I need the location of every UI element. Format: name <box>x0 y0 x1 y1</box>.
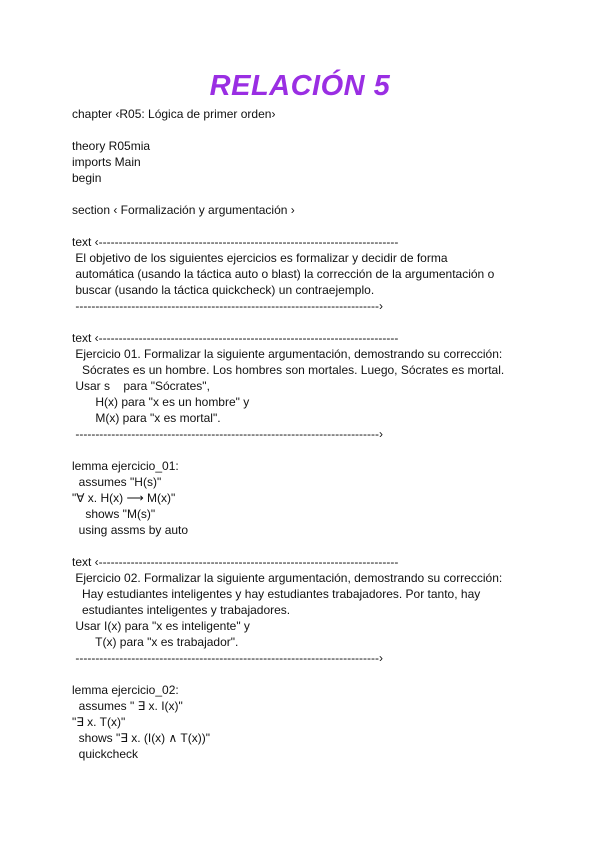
text-line: ----------------------------------------------------------------------------› <box>72 299 384 313</box>
text-line: buscar (usando la táctica quickcheck) un contraejemplo. <box>72 283 375 297</box>
text-line: text ‹--------------------------------------------------------------------------- <box>72 331 399 345</box>
text-line: lemma ejercicio_01: <box>72 459 179 473</box>
text-line: lemma ejercicio_02: <box>72 683 179 697</box>
blank-line <box>72 218 592 234</box>
text-line: Usar I(x) para "x es inteligente" y <box>72 619 250 633</box>
text-line: begin <box>72 171 102 185</box>
page-title: RELACIÓN 5 <box>209 70 391 102</box>
text-line: ----------------------------------------------------------------------------› <box>72 651 384 665</box>
blank-line <box>72 186 592 202</box>
text-line: estudiantes inteligentes y trabajadores. <box>72 603 291 617</box>
text-line: shows "∃ x. (I(x) ∧ T(x))" <box>72 731 210 745</box>
text-line: El objetivo de los siguientes ejercicios es formalizar y decidir de forma <box>72 251 448 265</box>
text-line: chapter ‹R05: Lógica de primer orden› <box>72 107 276 121</box>
text-line: quickcheck <box>72 747 139 761</box>
text-line: Usar s para "Sócrates", <box>72 379 210 393</box>
text-line: ----------------------------------------------------------------------------› <box>72 427 384 441</box>
text-line: M(x) para "x es mortal". <box>72 411 221 425</box>
text-line: Hay estudiantes inteligentes y hay estudiantes trabajadores. Por tanto, hay <box>72 587 481 601</box>
text-line: imports Main <box>72 155 141 169</box>
text-line: section ‹ Formalización y argumentación › <box>72 203 295 217</box>
text-line: Ejercicio 02. Formalizar la siguiente argumentación, demostrando su corrección: <box>72 571 503 585</box>
text-line: T(x) para "x es trabajador". <box>72 635 239 649</box>
document-body <box>72 106 592 762</box>
blank-line <box>72 122 592 138</box>
text-line: shows "M(s)" <box>72 507 156 521</box>
blank-line <box>72 666 592 682</box>
text-line: text ‹--------------------------------------------------------------------------- <box>72 235 399 249</box>
text-line: Sócrates es un hombre. Los hombres son mortales. Luego, Sócrates es mortal. <box>72 363 505 377</box>
text-line: "∀ x. H(x) ⟶ M(x)" <box>72 491 176 505</box>
text-line: assumes " ∃ x. I(x)" <box>72 699 183 713</box>
blank-line <box>72 442 592 458</box>
text-line: Ejercicio 01. Formalizar la siguiente argumentación, demostrando su corrección: <box>72 347 503 361</box>
blank-line <box>72 314 592 330</box>
text-line: H(x) para "x es un hombre" y <box>72 395 250 409</box>
text-line: automática (usando la táctica auto o blast) la corrección de la argumentación o <box>72 267 495 281</box>
blank-line <box>72 538 592 554</box>
text-line: theory R05mia <box>72 139 151 153</box>
text-line: "∃ x. T(x)" <box>72 715 126 729</box>
text-line: assumes "H(s)" <box>72 475 162 489</box>
text-line: using assms by auto <box>72 523 189 537</box>
text-line: text ‹--------------------------------------------------------------------------- <box>72 555 399 569</box>
